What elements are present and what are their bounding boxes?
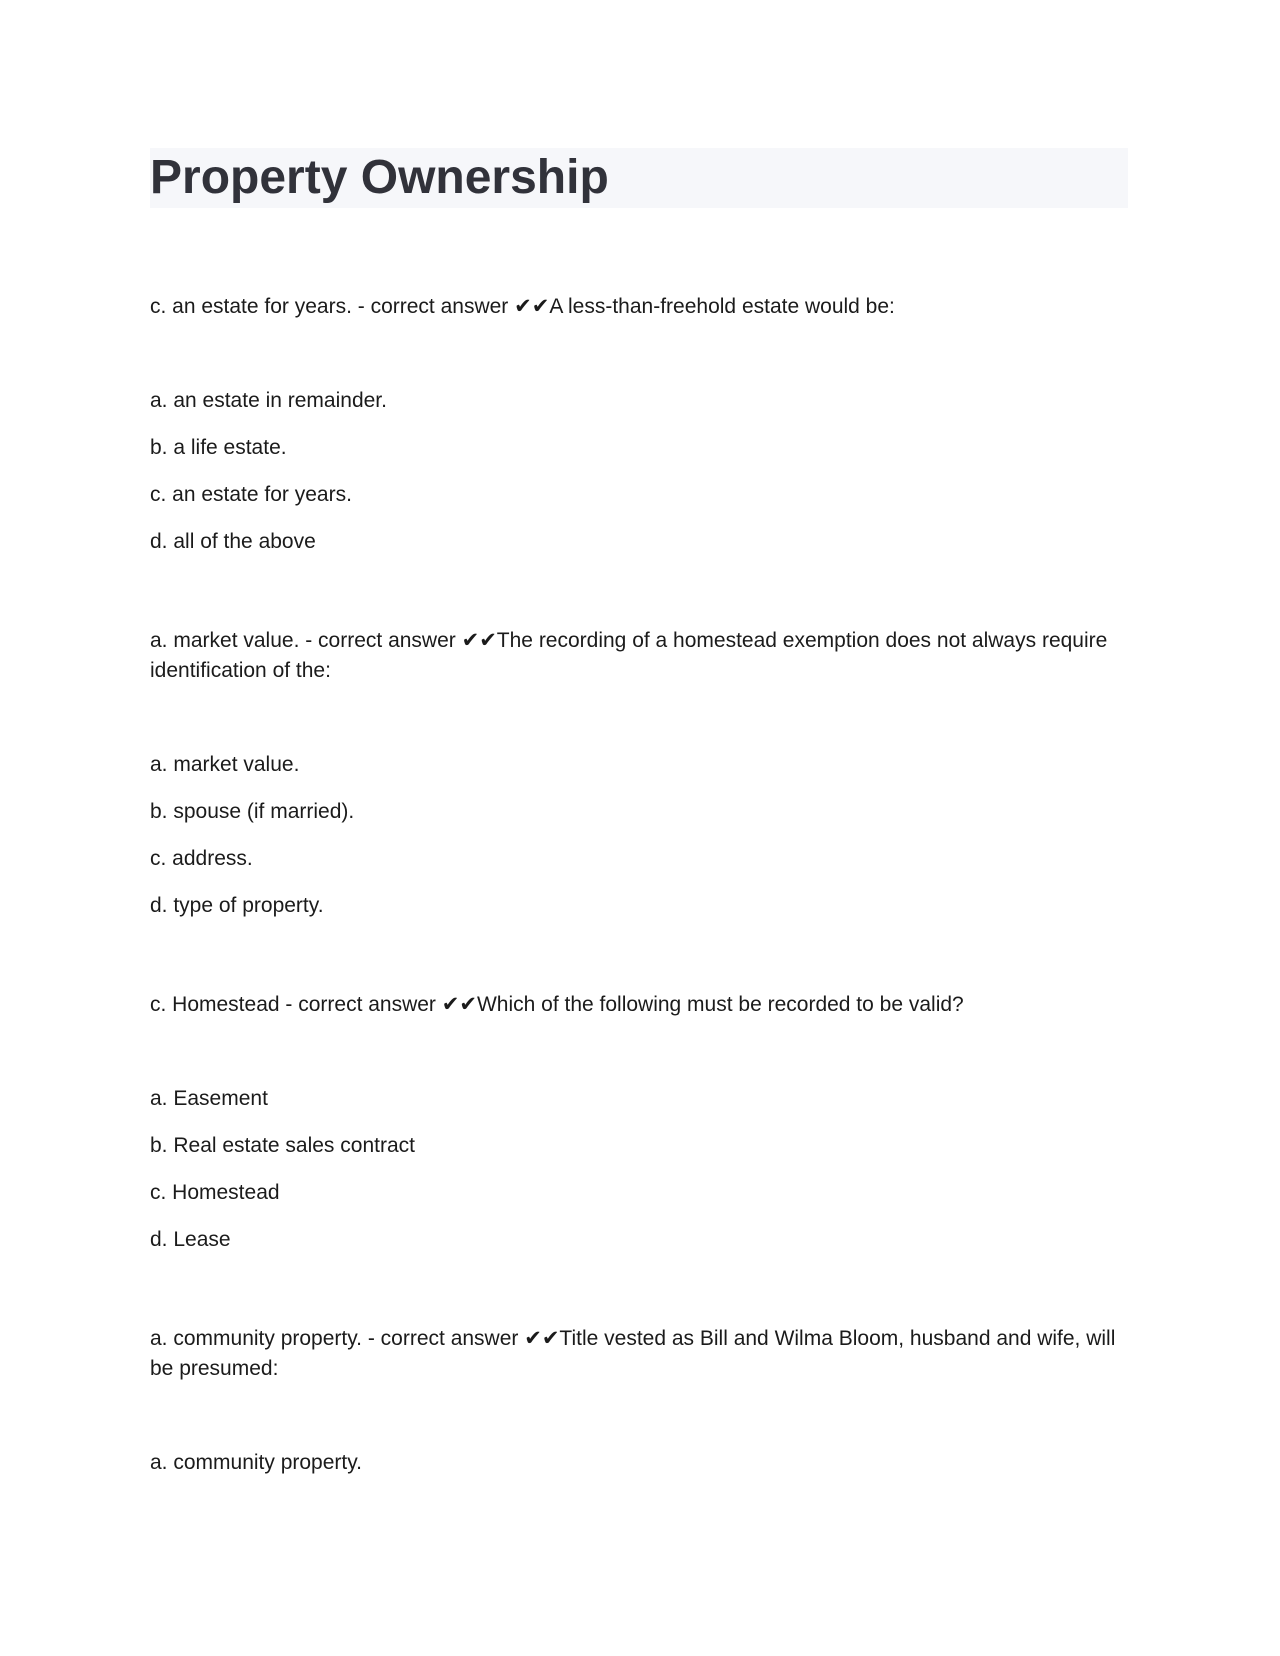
- qa-block-3: [150, 990, 1128, 1272]
- qa-block-1: [150, 292, 1128, 574]
- page-title: Property Ownership: [150, 151, 609, 204]
- qa-block-2: [150, 626, 1128, 938]
- question-text: a. market value. - correct answer ✔✔The recording of a homestead exemption does not always require identification of the:: [150, 629, 1108, 682]
- qa-block-4: [150, 1324, 1128, 1495]
- answer-options: [150, 1084, 1128, 1272]
- answer-option: b. Real estate sales contract: [150, 1134, 415, 1157]
- document-page: [150, 148, 1128, 1495]
- title-bar: [150, 148, 1128, 208]
- answer-option: a. community property.: [150, 1451, 363, 1474]
- answer-option: d. Lease: [150, 1228, 231, 1251]
- question-text: a. community property. - correct answer ✔✔Title vested as Bill and Wilma Bloom, husband and wife, will be presumed:: [150, 1327, 1116, 1380]
- answer-option: a. an estate in remainder.: [150, 389, 387, 412]
- answer-option: c. address.: [150, 847, 253, 870]
- question-text: c. Homestead - correct answer ✔✔Which of the following must be recorded to be valid?: [150, 993, 964, 1016]
- answer-options: [150, 1448, 1128, 1495]
- answer-option: c. an estate for years.: [150, 483, 352, 506]
- answer-options: [150, 750, 1128, 938]
- answer-options: [150, 386, 1128, 574]
- answer-option: d. all of the above: [150, 530, 316, 553]
- answer-option: b. a life estate.: [150, 436, 287, 459]
- question-text: c. an estate for years. - correct answer ✔✔A less-than-freehold estate would be:: [150, 295, 895, 318]
- answer-option: c. Homestead: [150, 1181, 280, 1204]
- answer-option: d. type of property.: [150, 894, 324, 917]
- answer-option: a. Easement: [150, 1087, 268, 1110]
- answer-option: a. market value.: [150, 753, 300, 776]
- answer-option: b. spouse (if married).: [150, 800, 355, 823]
